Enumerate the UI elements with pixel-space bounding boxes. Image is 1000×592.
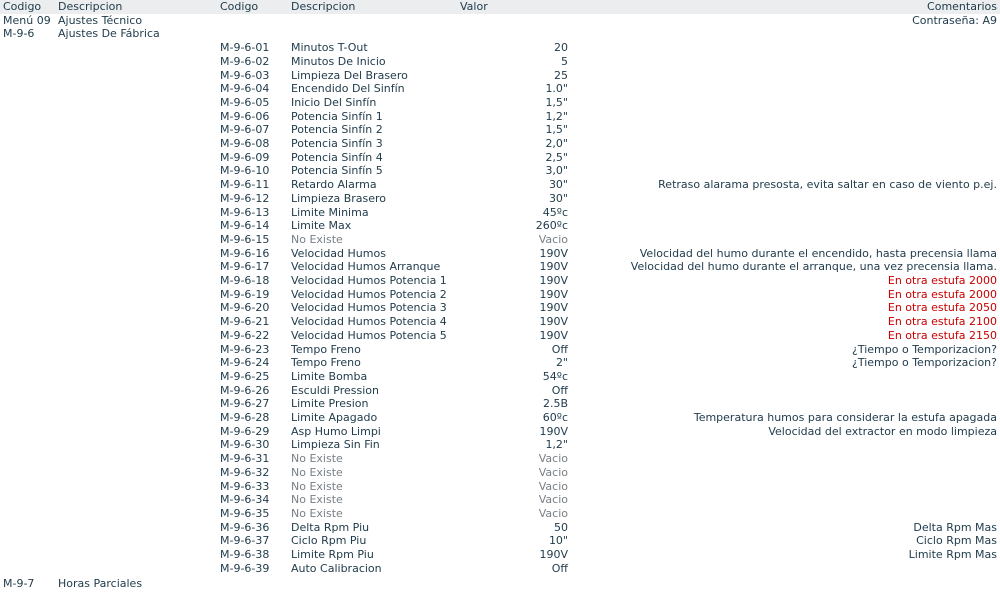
- table-row: [0, 452, 1000, 466]
- table-row: [0, 411, 1000, 425]
- item-code: M-9-6-36: [220, 520, 270, 534]
- menu-password: Contraseña: A9: [912, 13, 997, 27]
- next-section-row: [0, 577, 1000, 591]
- table-row: [0, 192, 1000, 206]
- item-value: Vacio: [538, 232, 568, 246]
- item-desc: Potencia Sinfín 5: [291, 164, 383, 178]
- item-code: M-9-6-38: [220, 548, 270, 561]
- item-value: 60ºc: [542, 411, 568, 424]
- item-comment: En otra estufa 2150: [887, 328, 997, 342]
- header-descripcion: Descripcion: [58, 0, 123, 13]
- item-code: M-9-6-24: [220, 356, 270, 370]
- item-desc: No Existe: [291, 465, 343, 479]
- item-desc: Velocidad Humos Potencia 2: [291, 287, 447, 301]
- item-desc: Potencia Sinfín 1: [291, 109, 383, 123]
- item-desc: Velocidad Humos Potencia 5: [291, 328, 447, 342]
- item-value: 2": [555, 356, 568, 370]
- item-desc: Esculdi Pression: [291, 383, 379, 397]
- item-desc: Encendido Del Sinfín: [291, 82, 405, 96]
- table-row: [0, 534, 1000, 548]
- table-row: [0, 247, 1000, 261]
- table-row: [0, 507, 1000, 521]
- item-code: M-9-6-10: [220, 164, 270, 178]
- header-descripcion-item: Descripcion: [291, 0, 356, 13]
- table-row: [0, 274, 1000, 288]
- item-desc: No Existe: [291, 232, 343, 246]
- table-row: [0, 397, 1000, 411]
- item-code: M-9-6-34: [220, 493, 270, 507]
- item-code: M-9-6-21: [220, 315, 270, 329]
- menu-row: [0, 14, 1000, 28]
- item-value: 260ºc: [535, 219, 568, 233]
- item-value: 1,2": [545, 109, 568, 123]
- table-row: [0, 260, 1000, 274]
- table-row: [0, 438, 1000, 452]
- item-value: 50: [554, 520, 568, 534]
- item-value: 30": [548, 191, 568, 205]
- section-row: [0, 27, 1000, 41]
- item-comment: Velocidad del extractor en modo limpieza: [768, 424, 997, 438]
- item-desc: No Existe: [291, 493, 343, 507]
- item-comment: ¿Tiempo o Temporizacion?: [852, 356, 997, 370]
- item-value: Vacio: [538, 479, 568, 493]
- item-code: M-9-6-03: [220, 68, 270, 82]
- item-value: 190V: [539, 246, 568, 260]
- item-desc: Velocidad Humos: [291, 246, 386, 260]
- item-value: 2,5": [545, 150, 568, 164]
- item-value: 1,5": [545, 95, 568, 109]
- item-comment: Limite Rpm Mas: [908, 548, 997, 561]
- next-section-desc: Horas Parciales: [58, 576, 143, 590]
- item-desc: Tempo Freno: [291, 356, 361, 370]
- header-codigo: Codigo: [3, 0, 42, 13]
- item-comment: Retraso alarama presosta, evita saltar en caso de viento p.ej.: [658, 178, 997, 192]
- item-desc: Potencia Sinfín 4: [291, 150, 383, 164]
- item-code: M-9-6-26: [220, 383, 270, 397]
- table-row: [0, 466, 1000, 480]
- item-desc: Potencia Sinfín 2: [291, 123, 383, 137]
- item-desc: Limite Rpm Piu: [291, 548, 374, 561]
- item-desc: Velocidad Humos Potencia 4: [291, 315, 447, 329]
- item-code: M-9-6-25: [220, 369, 270, 383]
- menu-code: Menú 09: [3, 13, 51, 27]
- table-row: [0, 493, 1000, 507]
- table-row: [0, 82, 1000, 96]
- item-desc: Limite Max: [291, 219, 352, 233]
- item-value: Off: [551, 383, 568, 397]
- table-row: [0, 329, 1000, 343]
- item-value: 5: [561, 54, 568, 68]
- table-row: [0, 110, 1000, 124]
- table-row: [0, 206, 1000, 220]
- table-row: [0, 151, 1000, 165]
- table-row: [0, 425, 1000, 439]
- table-row: [0, 315, 1000, 329]
- table-row: [0, 96, 1000, 110]
- table-row: [0, 123, 1000, 137]
- item-desc: Potencia Sinfín 3: [291, 137, 383, 150]
- item-value: 190V: [539, 274, 568, 287]
- item-desc: Velocidad Humos Arranque: [291, 260, 441, 274]
- item-desc: No Existe: [291, 479, 343, 493]
- item-value: 45ºc: [542, 205, 568, 219]
- item-code: M-9-6-39: [220, 561, 270, 575]
- table-row: [0, 219, 1000, 233]
- item-desc: No Existe: [291, 452, 343, 466]
- item-comment: Velocidad del humo durante el arranque, una vez precensia llama.: [630, 260, 997, 274]
- item-value: 1,2": [545, 438, 568, 452]
- item-value: Off: [551, 561, 568, 575]
- item-code: M-9-6-18: [220, 274, 270, 287]
- item-code: M-9-6-15: [220, 232, 270, 246]
- table-row: [0, 233, 1000, 247]
- item-comment: Delta Rpm Mas: [913, 520, 997, 534]
- table-row: [0, 370, 1000, 384]
- item-code: M-9-6-22: [220, 328, 270, 342]
- item-value: 2,0": [545, 137, 568, 150]
- item-comment: En otra estufa 2000: [887, 287, 997, 301]
- item-comment: En otra estufa 2000: [887, 274, 997, 287]
- item-comment: Ciclo Rpm Mas: [916, 534, 997, 548]
- item-desc: Ciclo Rpm Piu: [291, 534, 367, 548]
- table-row: [0, 480, 1000, 494]
- item-desc: Limite Bomba: [291, 369, 368, 383]
- table-row: [0, 356, 1000, 370]
- item-value: 190V: [539, 424, 568, 438]
- item-value: 10": [548, 534, 568, 548]
- section-desc: Ajustes De Fábrica: [58, 27, 160, 41]
- item-code: M-9-6-06: [220, 109, 270, 123]
- item-value: Vacio: [538, 452, 568, 466]
- item-desc: Limpieza Brasero: [291, 191, 387, 205]
- table-row: [0, 41, 1000, 55]
- item-desc: Minutos De Inicio: [291, 54, 386, 68]
- table-row: [0, 301, 1000, 315]
- item-value: 190V: [539, 315, 568, 329]
- item-code: M-9-6-16: [220, 246, 270, 260]
- table-row: [0, 178, 1000, 192]
- table-row: [0, 548, 1000, 562]
- item-value: 54ºc: [542, 369, 568, 383]
- item-code: M-9-6-19: [220, 287, 270, 301]
- item-desc: Auto Calibracion: [291, 561, 382, 575]
- item-desc: Limite Presion: [291, 397, 369, 411]
- item-desc: No Existe: [291, 506, 343, 520]
- item-value: 30": [548, 178, 568, 192]
- item-code: M-9-6-11: [220, 178, 270, 192]
- item-code: M-9-6-12: [220, 191, 270, 205]
- item-code: M-9-6-27: [220, 397, 270, 411]
- item-code: M-9-6-05: [220, 95, 270, 109]
- item-value: 1,5": [545, 123, 568, 137]
- item-value: Off: [551, 342, 568, 356]
- item-desc: Velocidad Humos Potencia 1: [291, 274, 447, 287]
- item-value: 20: [554, 41, 568, 55]
- item-desc: Limpieza Del Brasero: [291, 68, 408, 82]
- item-desc: Limite Minima: [291, 205, 369, 219]
- item-code: M-9-6-30: [220, 438, 270, 452]
- item-code: M-9-6-35: [220, 506, 270, 520]
- item-value: 190V: [539, 287, 568, 301]
- item-code: M-9-6-01: [220, 41, 270, 55]
- next-section-code: M-9-7: [3, 576, 35, 590]
- item-desc: Retardo Alarma: [291, 178, 377, 192]
- item-code: M-9-6-20: [220, 301, 270, 315]
- table-row: [0, 137, 1000, 151]
- item-desc: Delta Rpm Piu: [291, 520, 370, 534]
- item-desc: Tempo Freno: [291, 342, 361, 356]
- item-desc: Velocidad Humos Potencia 3: [291, 301, 447, 315]
- item-code: M-9-6-33: [220, 479, 270, 493]
- item-desc: Minutos T-Out: [291, 41, 368, 55]
- table-row: [0, 562, 1000, 576]
- item-value: Vacio: [538, 506, 568, 520]
- item-value: 25: [554, 68, 568, 82]
- item-value: 190V: [539, 328, 568, 342]
- table-row: [0, 384, 1000, 398]
- item-code: M-9-6-08: [220, 137, 270, 150]
- item-code: M-9-6-07: [220, 123, 270, 137]
- item-comment: ¿Tiempo o Temporizacion?: [852, 342, 997, 356]
- item-desc: Asp Humo Limpi: [291, 424, 381, 438]
- item-value: 3,0": [545, 164, 568, 178]
- item-desc: Limpieza Sin Fin: [291, 438, 380, 452]
- item-desc: Inicio Del Sinfín: [291, 95, 377, 109]
- item-value: 190V: [539, 301, 568, 315]
- item-code: M-9-6-23: [220, 342, 270, 356]
- item-code: M-9-6-14: [220, 219, 270, 233]
- item-comment: En otra estufa 2050: [887, 301, 997, 315]
- item-code: M-9-6-09: [220, 150, 270, 164]
- table-row: [0, 343, 1000, 357]
- item-code: M-9-6-17: [220, 260, 270, 274]
- header-comentarios: Comentarios: [927, 0, 997, 13]
- table-row: [0, 288, 1000, 302]
- item-desc: Limite Apagado: [291, 411, 378, 424]
- item-value: Vacio: [538, 465, 568, 479]
- item-code: M-9-6-04: [220, 82, 270, 96]
- item-code: M-9-6-32: [220, 465, 270, 479]
- item-value: 2.5B: [542, 397, 568, 411]
- item-comment: Velocidad del humo durante el encendido, hasta precensia llama: [639, 246, 997, 260]
- item-code: M-9-6-13: [220, 205, 270, 219]
- item-code: M-9-6-29: [220, 424, 270, 438]
- item-comment: Temperatura humos para considerar la estufa apagada: [693, 411, 997, 424]
- table-header: [0, 0, 1000, 14]
- item-value: 1.0": [545, 82, 568, 96]
- table-row: [0, 164, 1000, 178]
- menu-desc: Ajustes Técnico: [58, 13, 143, 27]
- header-codigo-item: Codigo: [220, 0, 259, 13]
- table-row: [0, 69, 1000, 83]
- item-code: M-9-6-28: [220, 411, 270, 424]
- item-value: Vacio: [538, 493, 568, 507]
- item-code: M-9-6-02: [220, 54, 270, 68]
- item-code: M-9-6-37: [220, 534, 270, 548]
- item-value: 190V: [539, 260, 568, 274]
- item-code: M-9-6-31: [220, 452, 270, 466]
- item-comment: En otra estufa 2100: [887, 315, 997, 329]
- table-row: [0, 55, 1000, 69]
- table-row: [0, 521, 1000, 535]
- section-code: M-9-6: [3, 27, 35, 41]
- item-value: 190V: [539, 548, 568, 561]
- header-valor: Valor: [460, 0, 488, 13]
